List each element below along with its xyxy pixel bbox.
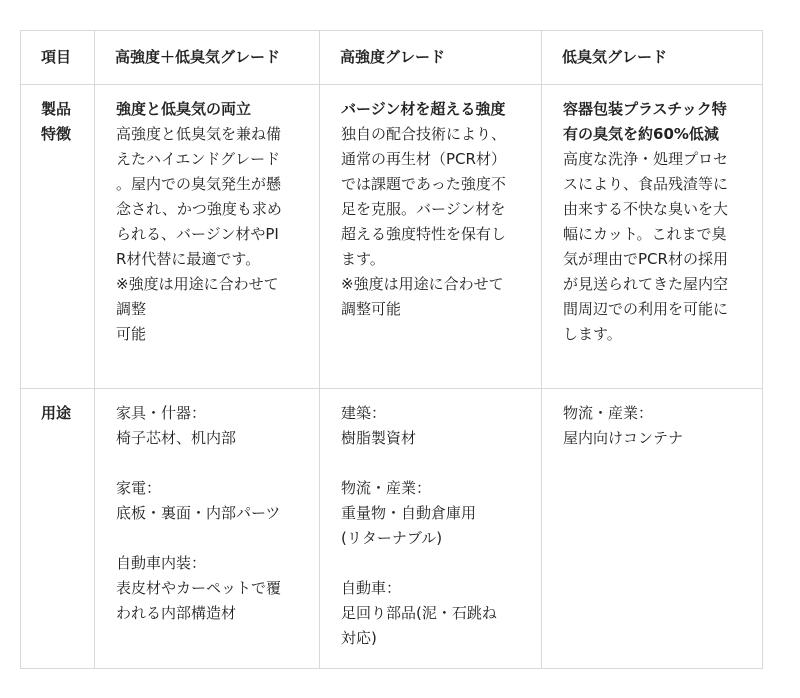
uses-label: 用途 — [41, 404, 72, 422]
uses-row — [21, 389, 763, 669]
feature-text-line: 足を克服。バージン材を — [341, 200, 506, 218]
use-category: 自動車内装： — [116, 554, 207, 572]
feature-text-line: ※強度は用途に合わせて — [116, 275, 279, 293]
feature-text-line: ます。 — [341, 250, 385, 268]
use-item: われる内部構造材 — [116, 604, 237, 622]
use-category: 物流・産業： — [563, 404, 654, 422]
use-category: 物流・産業： — [341, 479, 432, 497]
feature-text-line: えたハイエンドグレード — [116, 150, 281, 168]
features-row — [21, 85, 763, 389]
features-label-line: 製品 — [41, 100, 72, 118]
use-item: 重量物・自動倉庫用 — [341, 504, 477, 522]
product-grade-table — [20, 30, 763, 669]
feature-text-line: 独自の配合技術により、 — [341, 125, 507, 143]
feature-text-line: スにより、食品残渣等に — [563, 175, 729, 193]
features-cell-low-odor — [542, 85, 763, 389]
header-low-odor: 低臭気グレード — [542, 31, 763, 85]
header-high-strength-low-odor: 高強度＋低臭気グレード — [95, 31, 320, 85]
feature-text-line: られる、バージン材やPI — [116, 225, 279, 243]
use-item: 対応) — [341, 629, 377, 647]
features-label-line: 特徴 — [41, 125, 72, 143]
feature-text-line: 。屋内での臭気発生が懸 — [116, 175, 282, 193]
feature-text-line: します。 — [563, 325, 622, 343]
features-label — [21, 85, 94, 147]
feature-lead: 有の臭気を約60%低減 — [563, 125, 719, 143]
use-item: 表皮材やカーペットで覆 — [116, 579, 282, 597]
use-category: 自動車： — [341, 579, 402, 597]
use-item: 底板・裏面・内部パーツ — [116, 504, 281, 522]
features-cell-high-strength — [320, 85, 542, 389]
feature-text-line: 調整 — [116, 300, 147, 318]
feature-text-line: が見送られてきた屋内空 — [563, 275, 729, 293]
uses-cell-high-strength-low-odor — [95, 389, 320, 669]
feature-text-line: 超える強度特性を保有し — [341, 225, 507, 243]
use-item: 樹脂製資材 — [341, 429, 417, 447]
feature-text-line: 幅にカット。これまで臭 — [563, 225, 727, 243]
uses-cell-low-odor — [542, 389, 763, 669]
uses-label-cell — [21, 389, 95, 669]
feature-text-line: 高強度と低臭気を兼ね備 — [116, 125, 282, 143]
use-item: 椅子芯材、机内部 — [116, 429, 237, 447]
uses-cell-high-strength — [320, 389, 542, 669]
feature-text-line: R材代替に最適です。 — [116, 250, 261, 268]
use-category: 家電： — [116, 479, 162, 497]
feature-text-line: 可能 — [116, 325, 147, 343]
use-item: 屋内向けコンテナ — [563, 429, 684, 447]
features-label-cell — [21, 85, 95, 389]
feature-lead: バージン材を超える強度 — [341, 100, 506, 118]
use-category: 家具・什器： — [116, 404, 207, 422]
feature-text-line: 調整可能 — [341, 300, 402, 318]
feature-text-line: 間周辺での利用を可能に — [563, 300, 729, 318]
feature-text-line: 念され、かつ強度も求め — [116, 200, 282, 218]
header-high-strength: 高強度グレード — [320, 31, 542, 85]
header-row — [21, 31, 763, 85]
feature-text-line: 気が理由でPCR材の採用 — [563, 250, 728, 268]
feature-text-line: では課題であった強度不 — [341, 175, 506, 193]
feature-text-line: 由来する不快な臭いを大 — [563, 200, 729, 218]
feature-lead: 強度と低臭気の両立 — [116, 100, 252, 118]
use-category: 建築： — [341, 404, 387, 422]
header-item: 項目 — [21, 31, 95, 85]
use-item: (リターナブル) — [341, 529, 443, 547]
feature-text-line: 通常の再生材（PCR材） — [341, 150, 506, 168]
features-cell-high-strength-low-odor — [95, 85, 320, 389]
use-item: 足回り部品(泥・石跳ね — [341, 604, 497, 622]
feature-lead: 容器包装プラスチック特 — [563, 100, 727, 118]
feature-text-line: 高度な洗浄・処理プロセ — [563, 150, 729, 168]
feature-text-line: ※強度は用途に合わせて — [341, 275, 504, 293]
